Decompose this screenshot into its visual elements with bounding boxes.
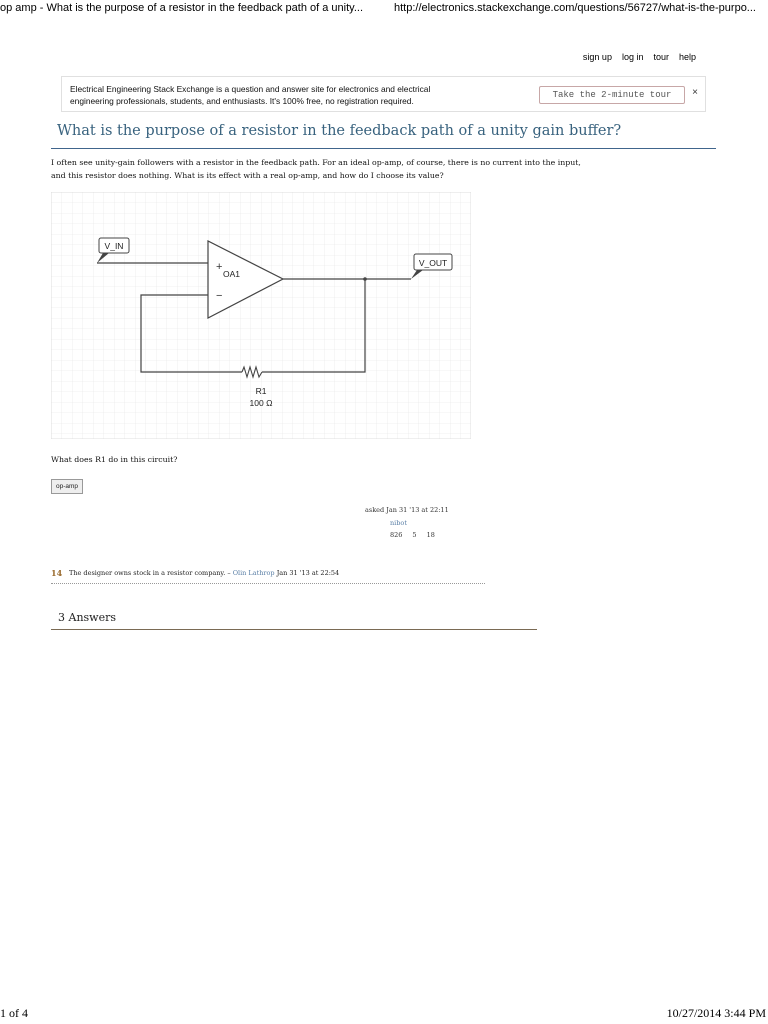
- answers-divider: [51, 629, 537, 630]
- banner-line-1: Electrical Engineering Stack Exchange is a question and answer site for electronics and electrical: [70, 84, 431, 94]
- tour-link[interactable]: tour: [653, 52, 669, 62]
- comment: [51, 566, 485, 584]
- print-page-number: 1 of 4: [0, 1006, 28, 1020]
- comment-time: Jan 31 '13 at 22:54: [276, 569, 340, 577]
- top-nav: [573, 52, 696, 62]
- welcome-banner: [61, 76, 706, 112]
- opamp-label: OA1: [223, 269, 241, 279]
- close-icon[interactable]: ×: [692, 87, 698, 98]
- vout-label: V_OUT: [418, 258, 448, 268]
- print-page-url: http://electronics.stackexchange.com/questions/56727/what-is-the-purpo...: [394, 2, 756, 14]
- question-body-line-2: and this resistor does nothing. What is its effect with a real op-amp, and how do I choose its value?: [51, 171, 444, 180]
- comment-divider: [51, 583, 485, 584]
- print-datetime: 10/27/2014 3:44 PM: [666, 1006, 766, 1020]
- opamp-plus-sign: +: [216, 261, 223, 273]
- opamp-minus-sign: −: [216, 290, 223, 302]
- asker-silver-badges: 5: [412, 531, 417, 539]
- log-in-link[interactable]: log in: [621, 52, 644, 62]
- print-footer: [0, 1006, 768, 1024]
- comment-text: The designer owns stock in a resistor company. –: [69, 569, 231, 577]
- vin-label: V_IN: [104, 241, 124, 251]
- resistor-name-label: R1: [255, 386, 267, 396]
- banner-line-2: engineering professionals, students, and enthusiasts. It's 100% free, no registration required.: [70, 96, 414, 106]
- print-header: [0, 0, 768, 16]
- asker-bronze-badges: 18: [426, 531, 435, 539]
- help-link[interactable]: help: [678, 52, 696, 62]
- question-title[interactable]: What is the purpose of a resistor in the feedback path of a unity gain buffer?: [57, 123, 622, 139]
- title-divider: [51, 148, 716, 149]
- sign-up-link[interactable]: sign up: [582, 52, 612, 62]
- comment-score: 14: [51, 568, 63, 578]
- question-body-line-1: I often see unity-gain followers with a resistor in the feedback path. For an ideal op-amp, of course, there is no current into the input,: [51, 158, 581, 167]
- question-followup: What does R1 do in this circuit?: [51, 455, 178, 464]
- tour-button[interactable]: Take the 2-minute tour: [539, 86, 685, 104]
- asked-timestamp: asked Jan 31 '13 at 22:11: [365, 506, 449, 514]
- print-page-title: op amp - What is the purpose of a resistor in the feedback path of a unity...: [0, 2, 363, 14]
- asker-username[interactable]: nibot: [390, 519, 407, 527]
- asker-stats: [390, 531, 445, 539]
- comment-body: [69, 569, 339, 577]
- comment-user-link[interactable]: Olin Lathrop: [232, 569, 275, 577]
- asker-reputation: 826: [390, 531, 403, 539]
- answers-heading: 3 Answers: [58, 611, 116, 624]
- tag-op-amp[interactable]: op-amp: [51, 479, 83, 494]
- resistor-value-label: 100 Ω: [249, 398, 273, 408]
- circuit-diagram: [51, 192, 471, 439]
- banner-text: [70, 83, 500, 107]
- question-body: [51, 156, 671, 182]
